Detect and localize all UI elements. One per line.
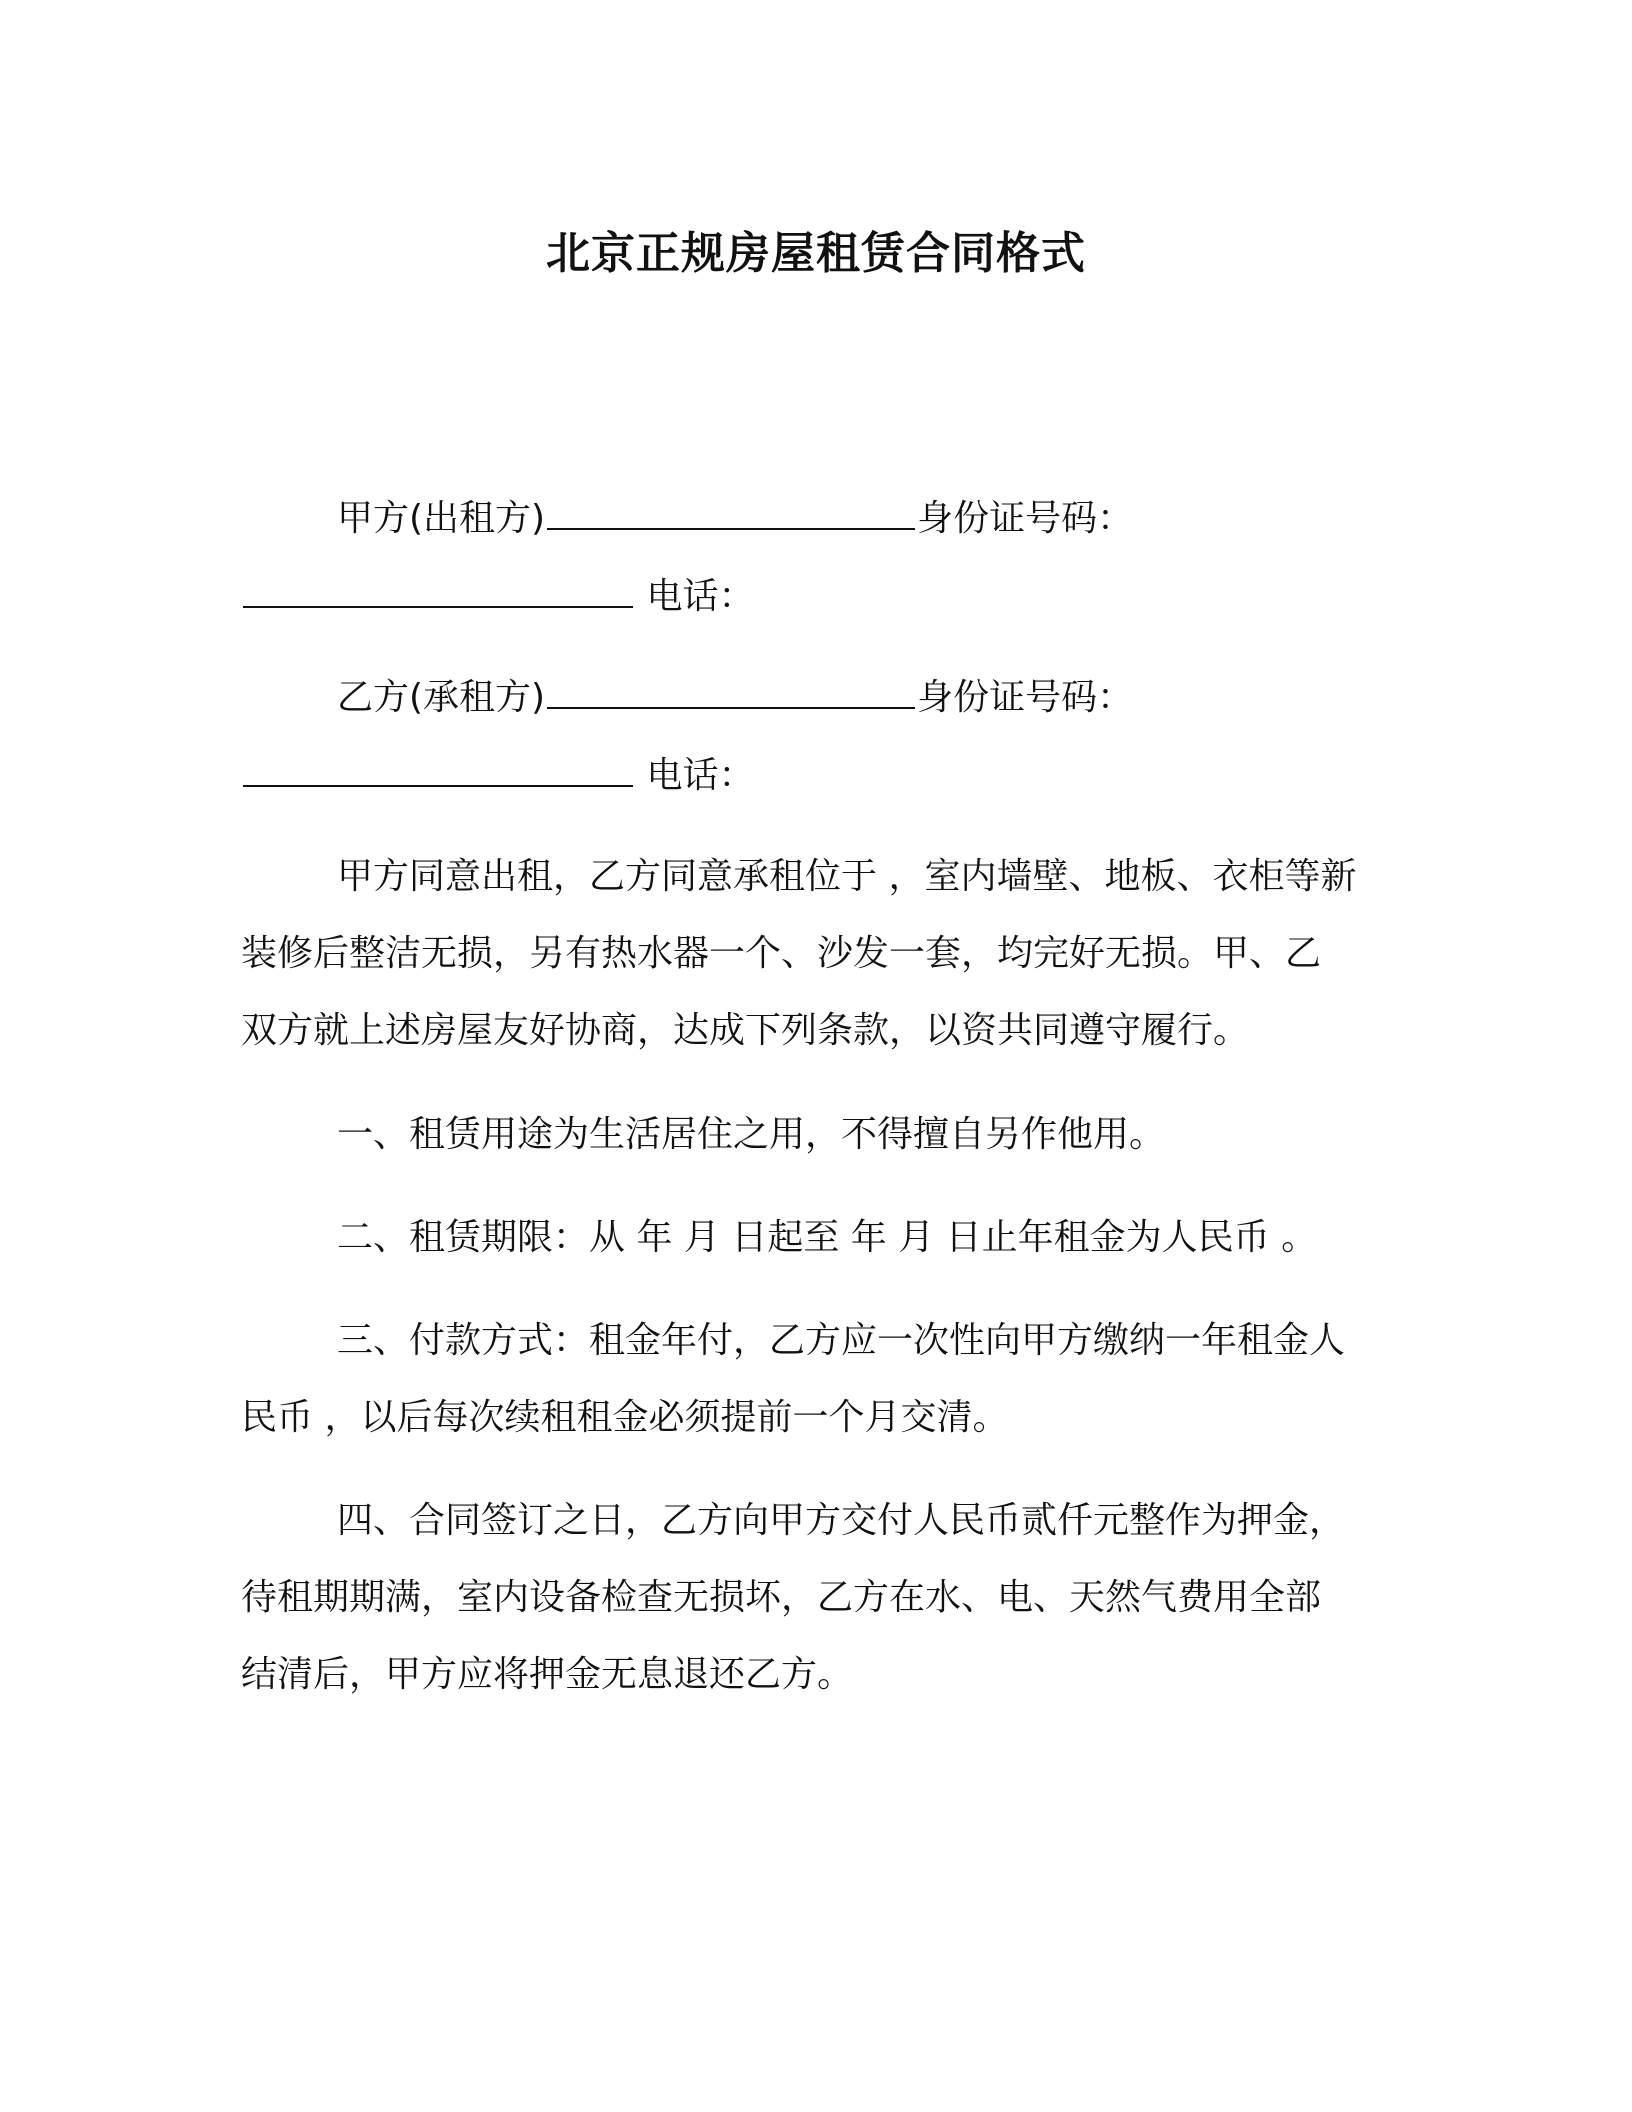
intro-line-2: 装修后整洁无损，另有热水器一个、沙发一套，均完好无损。甲、乙 [241,933,1322,974]
intro-line-1: 甲方同意出租，乙方同意承租位于 ，室内墙壁、地板、衣柜等新 [337,856,1357,897]
clause-4-line-1: 四、合同签订之日，乙方向甲方交付人民币贰仟元整作为押金， [337,1500,1346,1541]
party-a-id-label: 身份证号码： [917,498,1134,539]
clause-4-line-2: 待租期期满，室内设备检查无损坏，乙方在水、电、天然气费用全部 [241,1577,1322,1618]
document-title: 北京正规房屋租赁合同格式 [546,228,1086,279]
party-a-phone-label: 电话： [646,576,755,617]
party-a-line [337,494,1133,544]
party-b-phone-line [241,751,754,801]
clause-3-line-1: 三、付款方式：租金年付，乙方应一次性向甲方缴纳一年租金人 [337,1320,1346,1361]
clause-3-line-2: 民币 ，以后每次续租租金必须提前一个月交清。 [241,1397,1009,1438]
party-b-line [337,673,1133,723]
clause-2-line-1: 二、租赁期限：从 年 月 日起至 年 月 日止年租金为人民币 。 [337,1217,1318,1258]
party-b-id-label: 身份证号码： [917,677,1134,718]
clause-4-line-3: 结清后，甲方应将押金无息退还乙方。 [241,1654,854,1695]
intro-line-3: 双方就上述房屋友好协商，达成下列条款，以资共同遵守履行。 [241,1010,1250,1051]
party-a-label: 甲方(出租方) [337,498,546,539]
party-a-id-blank [243,572,633,608]
party-a-name-blank [547,494,915,530]
party-b-label: 乙方(承租方) [337,677,546,718]
party-b-name-blank [547,673,915,709]
clause-1-line-1: 一、租赁用途为生活居住之用，不得擅自另作他用。 [337,1114,1166,1155]
party-a-phone-line [241,572,754,622]
party-b-phone-label: 电话： [646,755,755,796]
party-b-id-blank [243,751,633,787]
